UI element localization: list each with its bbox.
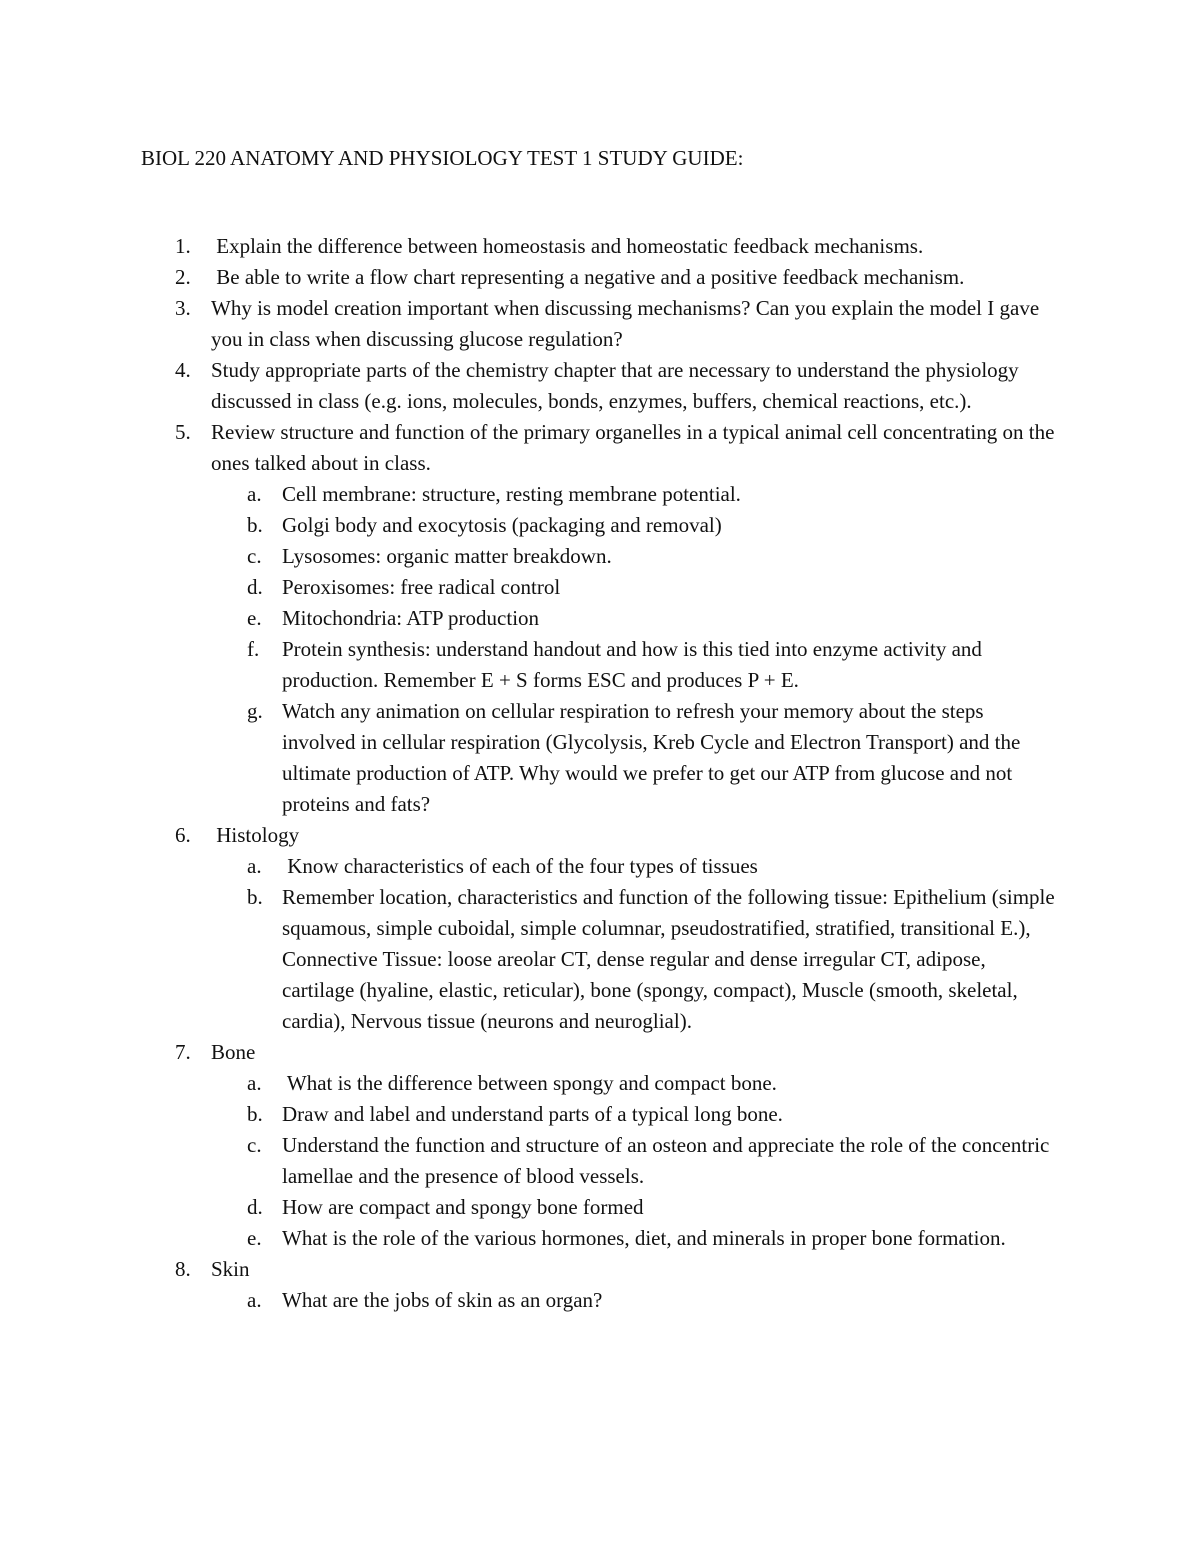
sub-list-item [0,603,1062,634]
sub-item-text: What is the role of the various hormones, diet, and minerals in proper bone formation. [282,1226,1006,1250]
document-title: BIOL 220 ANATOMY AND PHYSIOLOGY TEST 1 STUDY GUIDE: [141,146,744,170]
sub-item-letter: b. [247,1102,263,1126]
item-number: 3. [175,296,191,320]
item-number: 4. [175,358,191,382]
sub-list-item [0,1068,1062,1099]
item-number: 7. [175,1040,191,1064]
sub-item-letter: d. [247,575,263,599]
sub-list-item [0,479,1062,510]
sub-item-letter: g. [247,699,263,723]
list-item [0,417,1071,479]
list-item [0,262,1071,293]
sub-item-letter: c. [247,1133,262,1157]
sub-list-item [0,1223,1062,1254]
item-text: Explain the difference between homeostasis and homeostatic feedback mechanisms. [211,234,924,258]
sub-item-text: Golgi body and exocytosis (packaging and removal) [282,513,722,537]
list-item [0,231,1071,262]
item-number: 6. [175,823,191,847]
study-guide-list [0,231,1200,1316]
item-number: 1. [175,234,191,258]
sub-item-text: What are the jobs of skin as an organ? [282,1288,603,1312]
list-item [0,1037,1071,1068]
item-number: 5. [175,420,191,444]
sub-list-item [0,1130,1062,1192]
sub-list-item [0,572,1062,603]
sub-item-text: Remember location, characteristics and function of the following tissue: Epithelium (simple squamous, simple cuboidal, simple columnar, pseudostratified, stratified, transitional E.), Connective Tissue: loose areolar CT, dense regular and dense irregular CT, adipose, cartilage (hyaline, elastic, reticular), bone (spongy, compact), Muscle (smooth, skeletal, cardia), Nervous tissue (neurons and neuroglial). [282,885,1055,1033]
sub-list-item [0,634,1062,696]
sub-item-letter: a. [247,1071,262,1095]
sub-item-letter: f. [247,637,260,661]
sub-item-text: How are compact and spongy bone formed [282,1195,644,1219]
sub-item-text: Lysosomes: organic matter breakdown. [282,544,612,568]
sub-item-text: Draw and label and understand parts of a typical long bone. [282,1102,783,1126]
sub-item-text: Watch any animation on cellular respiration to refresh your memory about the steps involved in cellular respiration (Glycolysis, Kreb Cycle and Electron Transport) and the ultimate production of ATP. Why would we prefer to get our ATP from glucose and not proteins and fats? [282,699,1021,816]
sub-item-text: Understand the function and structure of an osteon and appreciate the role of the concentric lamellae and the presence of blood vessels. [282,1133,1050,1188]
sub-item-letter: b. [247,885,263,909]
sub-list-item [0,882,1062,1037]
sub-item-text: Know characteristics of each of the four types of tissues [282,854,758,878]
sub-item-text: Cell membrane: structure, resting membrane potential. [282,482,741,506]
sub-list-item [0,510,1062,541]
list-item [0,355,1071,417]
sub-item-letter: a. [247,482,262,506]
item-text: Histology [211,823,300,847]
sub-item-letter: b. [247,513,263,537]
item-number: 2. [175,265,191,289]
item-text: Be able to write a flow chart representing a negative and a positive feedback mechanism. [211,265,965,289]
sub-item-text: Protein synthesis: understand handout and how is this tied into enzyme activity and production. Remember E + S forms ESC and produces P + E. [282,637,982,692]
item-number: 8. [175,1257,191,1281]
sub-list-item [0,696,1062,820]
list-item [0,293,1071,355]
sub-item-text: What is the difference between spongy and compact bone. [282,1071,777,1095]
sub-item-text: Peroxisomes: free radical control [282,575,561,599]
sub-item-letter: d. [247,1195,263,1219]
sub-item-letter: a. [247,854,262,878]
sub-item-letter: e. [247,1226,262,1250]
item-text: Skin [211,1257,250,1281]
sub-list-item [0,541,1062,572]
item-text: Why is model creation important when discussing mechanisms? Can you explain the model I gave you in class when discussing glucose regulation? [211,296,1040,351]
item-text: Review structure and function of the primary organelles in a typical animal cell concentrating on the ones talked about in class. [211,420,1055,475]
sub-list-item [0,1285,1062,1316]
list-item [0,1254,1071,1285]
item-text: Study appropriate parts of the chemistry chapter that are necessary to understand the physiology discussed in class (e.g. ions, molecules, bonds, enzymes, buffers, chemical reactions, etc.). [211,358,1019,413]
sub-list-item [0,851,1062,882]
sub-list-item [0,1192,1062,1223]
item-text: Bone [211,1040,256,1064]
sub-item-letter: a. [247,1288,262,1312]
sub-list-item [0,1099,1062,1130]
sub-item-text: Mitochondria: ATP production [282,606,540,630]
sub-item-letter: c. [247,544,262,568]
sub-item-letter: e. [247,606,262,630]
list-item [0,820,1071,851]
